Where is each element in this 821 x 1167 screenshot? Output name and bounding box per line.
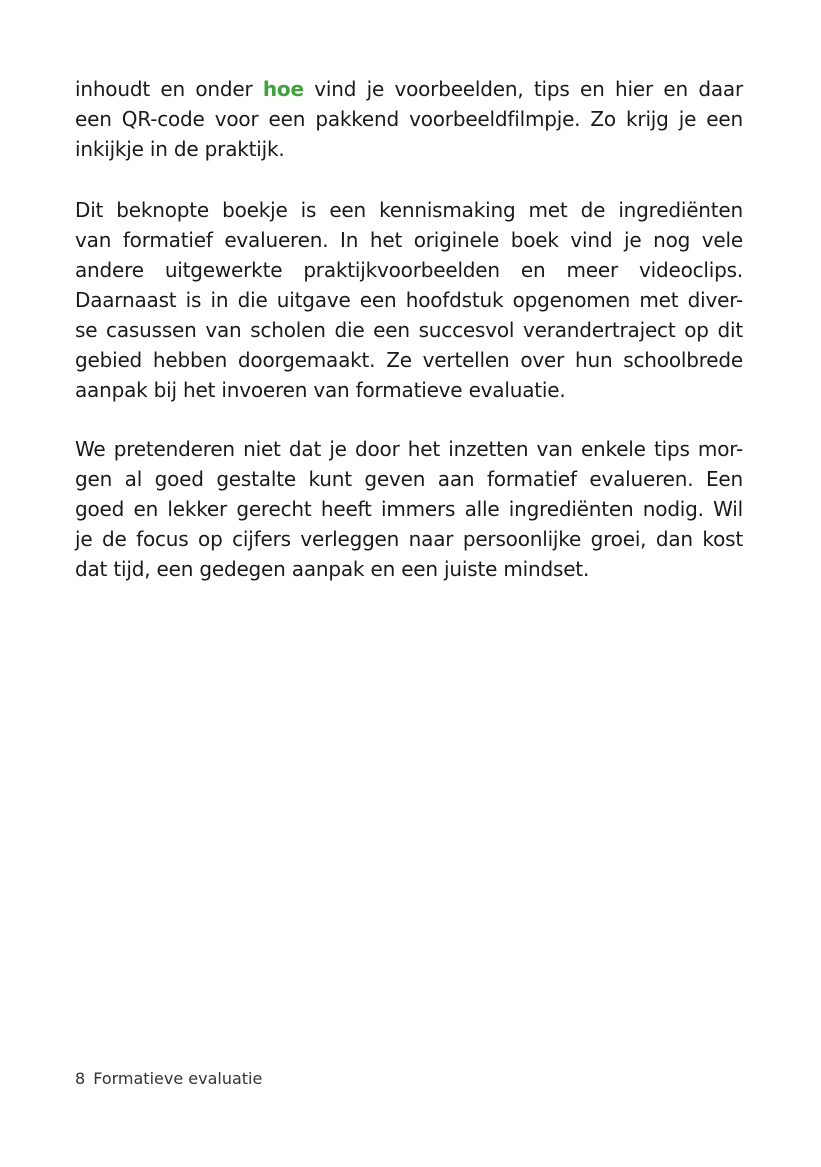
page-footer [75, 1068, 262, 1090]
paragraph-2-line: andere uitgewerkte praktijkvoorbeelden en meer videoclips. [75, 258, 743, 282]
highlighted-word: hoe [262, 77, 304, 101]
paragraph-3-line: gen al goed gestalte kunt geven aan formatief evalueren. Een [75, 467, 743, 491]
line-text-before-highlight: inhoudt en onder [75, 77, 263, 101]
paragraph-1-line-1 [75, 74, 743, 104]
page-number: 8 [75, 1069, 86, 1088]
paragraph-3-line: goed en lekker gerecht heeft immers alle ingrediënten nodig. Wil [75, 497, 743, 521]
paragraph-1-line-2: een QR-code voor een pakkend voorbeeldfilmpje. Zo krijg je een [75, 107, 743, 131]
paragraph-3-line: dat tijd, een gedegen aanpak en een juiste mindset. [75, 557, 590, 581]
paragraph-2-line: Dit beknopte boekje is een kennismaking met de ingrediënten [75, 198, 743, 222]
paragraph-1 [75, 74, 743, 164]
line-text-after-highlight: vind je voorbeelden, tips en hier en daar [303, 77, 743, 101]
paragraph-2-line: Daarnaast is in die uitgave een hoofdstuk opgenomen met diver- [75, 288, 743, 312]
paragraph-2-line: aanpak bij het invoeren van formatieve evaluatie. [75, 378, 566, 402]
paragraph-1-line-3: inkijkje in de praktijk. [75, 137, 285, 161]
running-title: Formatieve evaluatie [93, 1069, 263, 1088]
paragraph-3 [75, 434, 743, 584]
paragraph-2-line: se casussen van scholen die een succesvol verandertraject op dit [75, 318, 743, 342]
paragraph-2-line: gebied hebben doorgemaakt. Ze vertellen over hun schoolbrede [75, 348, 743, 372]
paragraph-3-line: je de focus op cijfers verleggen naar persoonlijke groei, dan kost [75, 527, 743, 551]
paragraph-3-line: We pretenderen niet dat je door het inzetten van enkele tips mor- [75, 437, 743, 461]
paragraph-2-line: van formatief evalueren. In het originele boek vind je nog vele [75, 228, 743, 252]
paragraph-2 [75, 195, 743, 405]
